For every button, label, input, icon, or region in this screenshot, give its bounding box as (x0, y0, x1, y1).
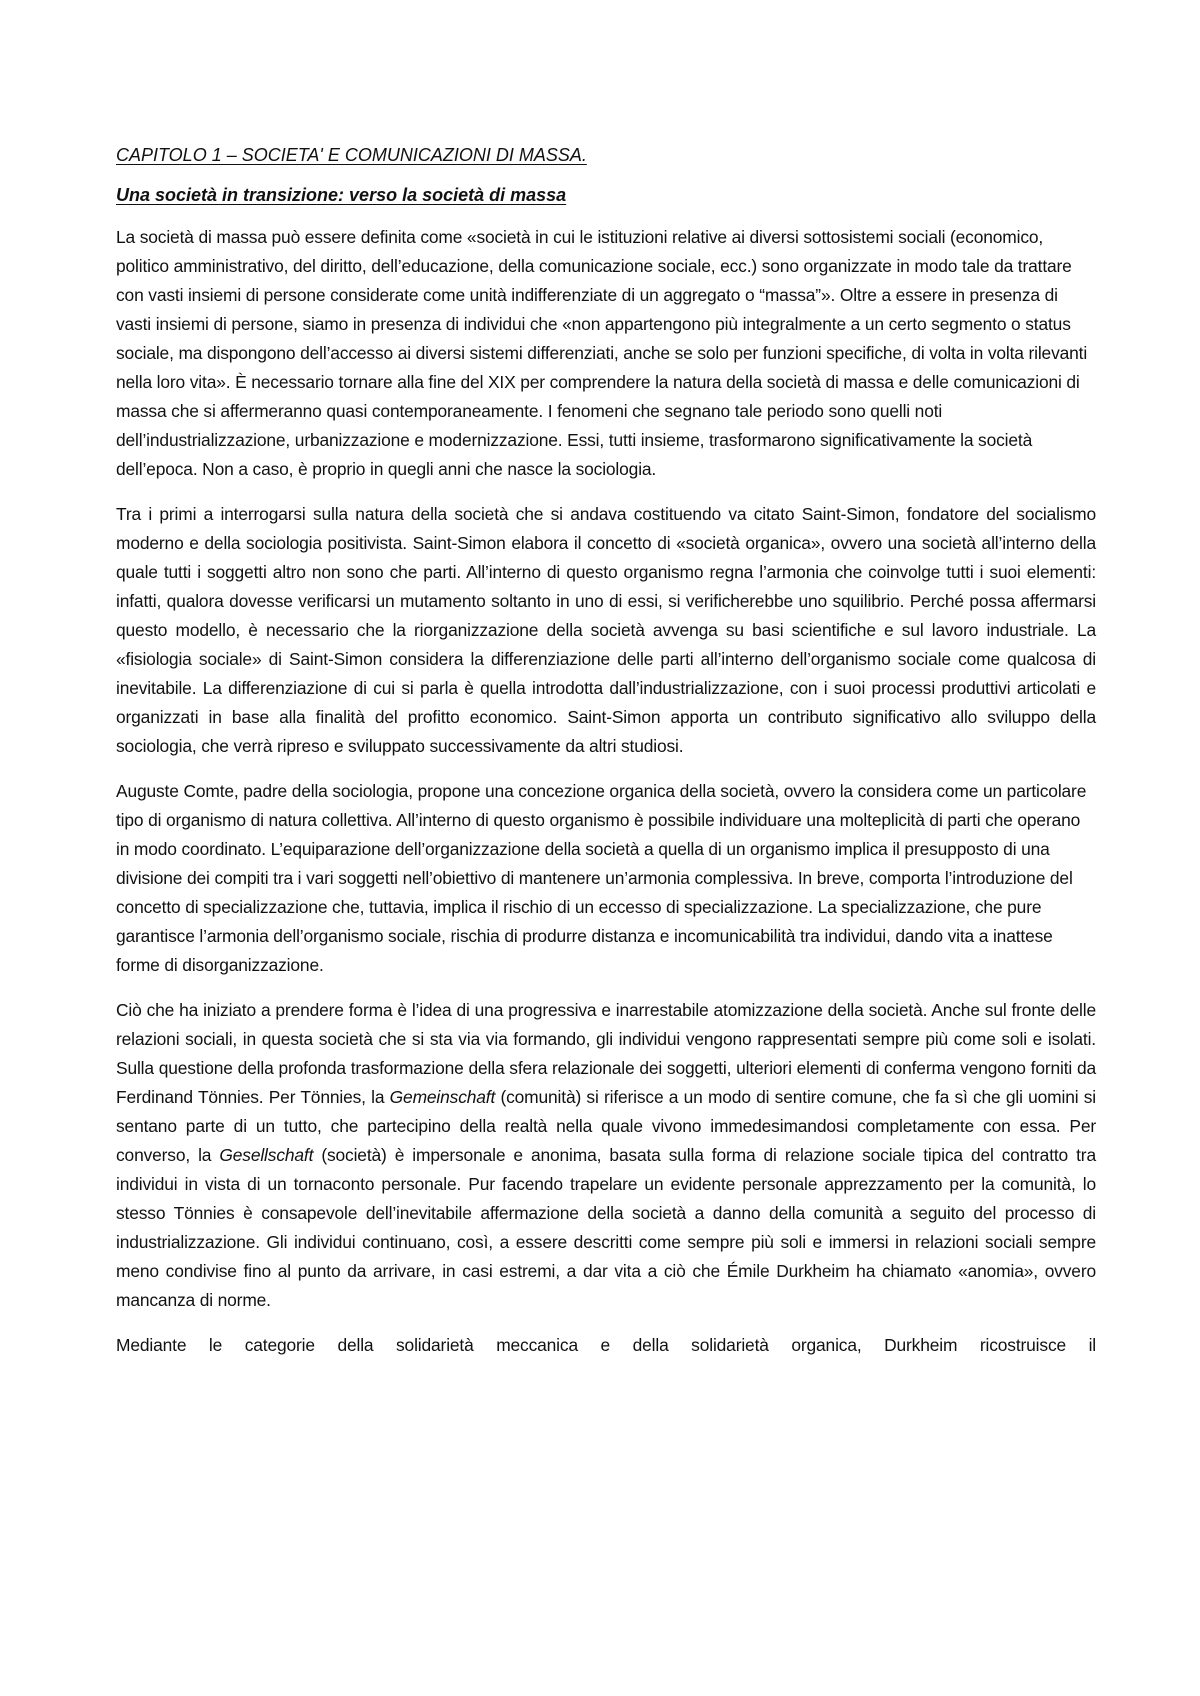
paragraph-2: Tra i primi a interrogarsi sulla natura della società che si andava costituendo va citato Saint-Simon, fondatore del socialismo moderno e della sociologia positivista. Saint-Simon elabora il concetto di «società organica», ovvero una società all’interno della quale tutti i soggetti altro non sono che parti. All’interno di questo organismo regna l’armonia che coinvolge tutti i suoi elementi: infatti, qualora dovesse verificarsi un mutamento soltanto in uno di essi, si verificherebbe uno squilibrio. Perché possa affermarsi questo modello, è necessario che la riorganizzazione della società avvenga su basi scientifiche e sul lavoro industriale. La «fisiologia sociale» di Saint-Simon considera la differenziazione delle parti all’interno dell’organismo sociale come qualcosa di inevitabile. La differenziazione di cui si parla è quella introdotta dall’industrializzazione, con i suoi processi produttivi articolati e organizzati in base alla finalità del profitto economico. Saint-Simon apporta un contributo significativo allo sviluppo della sociologia, che verrà ripreso e sviluppato successivamente da altri studiosi. (116, 504, 1096, 756)
paragraph-4 (116, 996, 1096, 1315)
paragraph-4-text-b: (comunità) si riferisce a un modo di sentire comune, che fa sì che gli uomini si sentano parte di un tutto, che partecipino della realtà nella quale vivono immedesimandosi completamente con essa. Per converso, la (116, 1087, 1096, 1165)
paragraph-3: Auguste Comte, padre della sociologia, propone una concezione organica della società, ovvero la considera come un particolare tipo di organismo di natura collettiva. All’interno di questo organismo è possibile individuare una molteplicità di parti che operano in modo coordinato. L’equiparazione dell’organizzazione della società a quella di un organismo implica il presupposto di una divisione dei compiti tra i vari soggetti nell’obiettivo di mantenere un’armonia complessiva. In breve, comporta l’introduzione del concetto di specializzazione che, tuttavia, implica il rischio di un eccesso di specializzazione. La specializzazione, che pure garantisce l’armonia dell’organismo sociale, rischia di produrre distanza e incomunicabilità tra individui, dando vita a inattese forme di disorganizzazione. (116, 781, 1087, 975)
term-gemeinschaft: Gemeinschaft (389, 1087, 496, 1107)
paragraph-1: La società di massa può essere definita come «società in cui le istituzioni relative ai diversi sottosistemi sociali (economico, politico amministrativo, del diritto, dell’educazione, della comunicazione sociale, ecc.) sono organizzate in modo tale da trattare con vasti insiemi di persone considerate come unità indifferenziate di un aggregato o “massa”». Oltre a essere in presenza di vasti insiemi di persone, siamo in presenza di individui che «non appartengono più integralmente a un certo segmento o status sociale, ma dispongono dell’accesso ai diversi sistemi differenziati, anche se solo per funzioni specifiche, di volta in volta rilevanti nella loro vita». È necessario tornare alla fine del XIX per comprendere la natura della società di massa e delle comunicazioni di massa che si affermeranno quasi contemporaneamente. I fenomeni che segnano tale periodo sono quelli noti dell’industrializzazione, urbanizzazione e modernizzazione. Essi, tutti insieme, trasformarono significativamente la società dell’epoca. Non a caso, è proprio in quegli anni che nasce la sociologia. (116, 227, 1088, 479)
paragraph-4-text-c: (società) è impersonale e anonima, basata sulla forma di relazione sociale tipica del contratto tra individui in vista di un tornaconto personale. Pur facendo trapelare un evidente personale apprezzamento per la comunità, lo stesso Tönnies è consapevole dell’inevitabile affermazione della società a danno della comunità a seguito del processo di industrializzazione. Gli individui continuano, così, a essere descritti come sempre più soli e immersi in relazioni sociali sempre meno condivise fino al punto da arrivare, in casi estremi, a dar vita a ciò che Émile Durkheim ha chiamato «anomia», ovvero mancanza di norme. (116, 1145, 1096, 1310)
document-page (116, 143, 1096, 1376)
section-title: Una società in transizione: verso la società di massa (116, 185, 567, 205)
paragraph-5: Mediante le categorie della solidarietà meccanica e della solidarietà organica, Durkheim ricostruisce il (116, 1335, 1096, 1355)
chapter-title: CAPITOLO 1 – SOCIETA' E COMUNICAZIONI DI MASSA. (116, 145, 587, 165)
term-gesellschaft: Gesellschaft (219, 1145, 314, 1165)
paragraph-4-text-a: Ciò che ha iniziato a prendere forma è l’idea di una progressiva e inarrestabile atomizzazione della società. Anche sul fronte delle relazioni sociali, in questa società che si sta via via formando, gli individui vengono rappresentati sempre più come soli e isolati. Sulla questione della profonda trasformazione della sfera relazionale dei soggetti, ulteriori elementi di conferma vengono forniti da Ferdinand Tönnies. Per Tönnies, la (116, 1000, 1096, 1107)
